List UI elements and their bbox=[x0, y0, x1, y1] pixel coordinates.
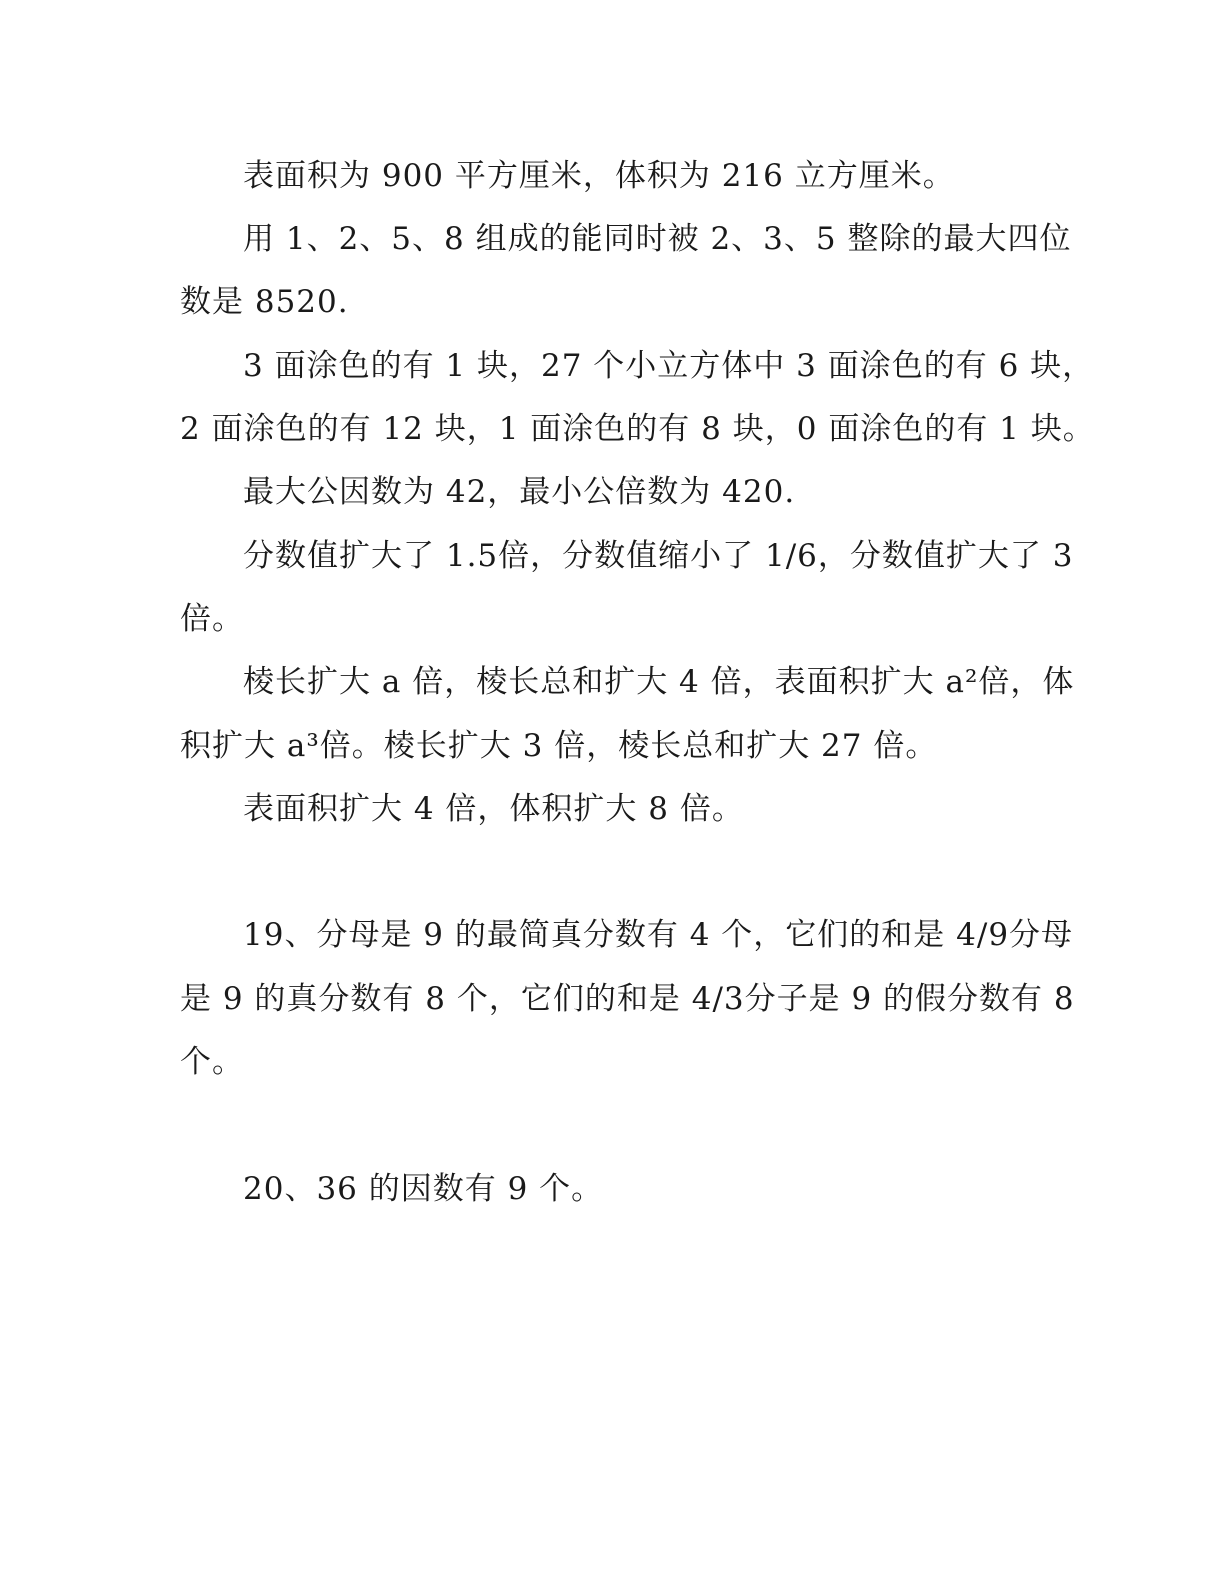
paragraph-9-line-1: 20、36 的因数有 9 个。 bbox=[243, 1171, 604, 1207]
paragraph-2-line-1: 用 1、2、5、8 组成的能同时被 2、3、5 整除的最大四位 bbox=[243, 221, 1072, 257]
paragraph-3-line-1: 3 面涂色的有 1 块，27 个小立方体中 3 面涂色的有 6 块， bbox=[243, 348, 1095, 384]
paragraph-6-line-1: 棱长扩大 a 倍，棱长总和扩大 4 倍，表面积扩大 a²倍，体 bbox=[243, 664, 1075, 700]
paragraph-2-line-2: 数是 8520. bbox=[180, 284, 349, 320]
paragraph-6-line-2: 积扩大 a³倍。棱长扩大 3 倍，棱长总和扩大 27 倍。 bbox=[180, 728, 938, 764]
paragraph-5-line-2: 倍。 bbox=[180, 601, 244, 637]
paragraph-5-line-1: 分数值扩大了 1.5倍，分数值缩小了 1/6，分数值扩大了 3 bbox=[243, 538, 1074, 574]
paragraph-4-line-1: 最大公因数为 42，最小公倍数为 420. bbox=[243, 474, 796, 510]
paragraph-3-line-2: 2 面涂色的有 12 块，1 面涂色的有 8 块，0 面涂色的有 1 块。 bbox=[180, 411, 1095, 447]
paragraph-8-line-3: 个。 bbox=[180, 1044, 244, 1080]
paragraph-8-line-2: 是 9 的真分数有 8 个，它们的和是 4/3分子是 9 的假分数有 8 bbox=[180, 981, 1075, 1017]
paragraph-8-line-1: 19、分母是 9 的最简真分数有 4 个，它们的和是 4/9分母 bbox=[243, 917, 1074, 953]
paragraph-1-line-1: 表面积为 900 平方厘米，体积为 216 立方厘米。 bbox=[243, 158, 955, 194]
paragraph-7-line-1: 表面积扩大 4 倍，体积扩大 8 倍。 bbox=[243, 791, 744, 827]
